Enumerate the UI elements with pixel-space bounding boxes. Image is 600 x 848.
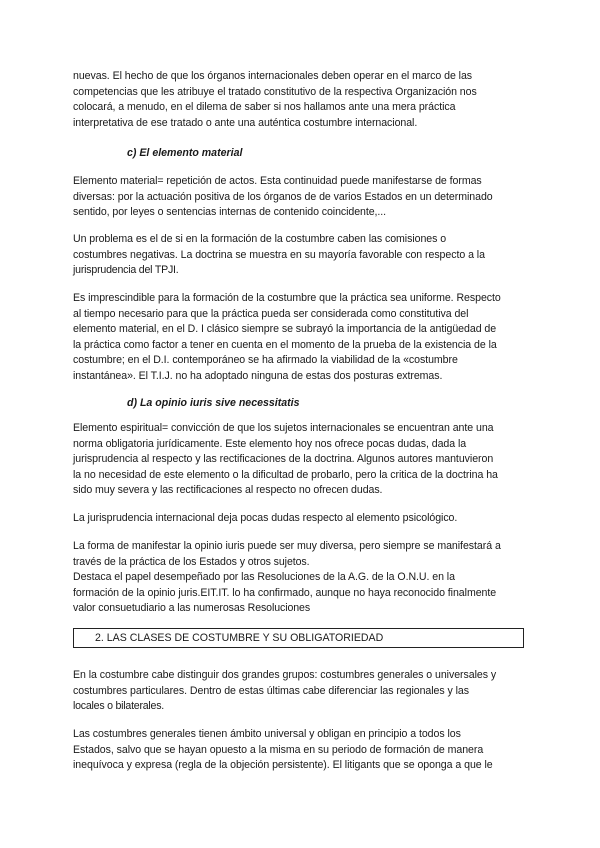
text-line: costumbre; en el D.I. contemporáneo se ha afirmado la viabilidad de la «costumbre xyxy=(73,354,458,366)
text-line: colocará, a menudo, en el dilema de saber si nos hallamos ante una mera práctica xyxy=(73,101,456,113)
text-line: locales o bilaterales. xyxy=(73,700,164,712)
text-line: Es imprescindible para la formación de la costumbre que la práctica sea uniforme. Respecto xyxy=(73,292,501,304)
text-line: elemento material, en el D. I clásico siempre se subrayó la importancia de la antigüedad de xyxy=(73,323,497,335)
text-line: interpretativa de ese tratado o ante una auténtica costumbre internacional. xyxy=(73,116,418,129)
text-line: la práctica como factor a tener en cuenta en el momento de la prueba de la existencia de la xyxy=(73,338,497,351)
paragraph-practica-uniforme xyxy=(73,291,533,384)
text-line: inequívoca y expresa (regla de la objeción persistente). El litigants que se oponga a que le xyxy=(73,759,493,771)
text-line: diversas: por la actuación positiva de los órganos de de varios Estados en un determinado xyxy=(73,190,493,203)
paragraph-forma-manifestar xyxy=(73,539,533,617)
text-line: Estados, salvo que se hayan opuesto a la misma en su periodo de formación de manera xyxy=(73,743,484,756)
text-line: al tiempo necesario para que la práctica pueda ser considerada como constitutiva del xyxy=(73,307,469,320)
text-line: La forma de manifestar la opinio iuris puede ser muy diversa, pero siempre se manifestará a xyxy=(73,540,501,552)
text-line: La jurisprudencia internacional deja pocas dudas respecto al elemento psicológico. xyxy=(73,512,458,524)
text-line: la no necesidad de este elemento o la dificultad de probarlo, pero la critica de la doctrina ha xyxy=(73,468,498,481)
text-line: sido muy severa y las rectificaciones al respecto no ofrecen dudas. xyxy=(73,484,383,496)
text-line: costumbres negativas. La doctrina se muestra en su mayoría favorable con respecto a la xyxy=(73,248,485,261)
section-2-title: 2. LAS CLASES DE COSTUMBRE Y SU OBLIGATORIEDAD xyxy=(95,632,384,644)
paragraph-costumbres-generales xyxy=(73,727,533,774)
heading-elemento-material: c) El elemento material xyxy=(127,147,243,159)
text-line: jurisprudencia del TPJI. xyxy=(73,264,179,276)
paragraph-grupos-costumbre xyxy=(73,668,533,715)
text-line: Elemento material= repetición de actos. Esta continuidad puede manifestarse de formas xyxy=(73,175,482,187)
paragraph-elemento-psicologico xyxy=(73,511,533,527)
text-line: través de la práctica de los Estados y otros sujetos. xyxy=(73,555,310,568)
text-line: competencias que les atribuye el tratado constitutivo de la respectiva Organización nos xyxy=(73,85,477,98)
text-line: En la costumbre cabe distinguir dos grandes grupos: costumbres generales o universales y xyxy=(73,669,497,681)
text-line: Un problema es el de si en la formación de la costumbre caben las comisiones o xyxy=(73,233,447,245)
text-line: sentido, por leyes o sentencias internas de contenido coincidente,... xyxy=(73,206,387,218)
paragraph-costumbres-negativas xyxy=(73,232,533,279)
text-line: norma obligatoria jurídicamente. Este elemento hoy nos ofrece pocas dudas, dada la xyxy=(73,437,467,450)
section-2-heading-box xyxy=(73,628,524,648)
text-line: nuevas. El hecho de que los órganos internacionales deben operar en el marco de las xyxy=(73,70,473,82)
intro-paragraph xyxy=(73,69,533,131)
paragraph-material-definition xyxy=(73,174,533,221)
text-line: instantánea». El T.I.J. no ha adoptado ninguna de estas dos posturas extremas. xyxy=(73,369,443,382)
text-line: jurisprudencia al respecto y las rectificaciones de la doctrina. Algunos autores mantuvieron xyxy=(73,453,494,465)
text-line: Destaca el papel desempeñado por las Resoluciones de la A.G. de la O.N.U. en la xyxy=(73,571,455,583)
text-line: formación de la opinio juris.EIT.IT. lo ha confirmado, aunque no haya reconocido finalmente xyxy=(73,586,497,599)
text-line: Elemento espiritual= convicción de que los sujetos internacionales se encuentran ante una xyxy=(73,422,494,434)
text-line: costumbres particulares. Dentro de estas últimas cabe diferenciar las regionales y las xyxy=(73,684,469,697)
text-line: Las costumbres generales tienen ámbito universal y obligan en principio a todos los xyxy=(73,728,461,740)
heading-opinio-iuris: d) La opinio iuris sive necessitatis xyxy=(127,397,300,409)
text-line: valor consuetudiario a las numerosas Resoluciones xyxy=(73,602,311,614)
paragraph-elemento-espiritual xyxy=(73,421,533,499)
